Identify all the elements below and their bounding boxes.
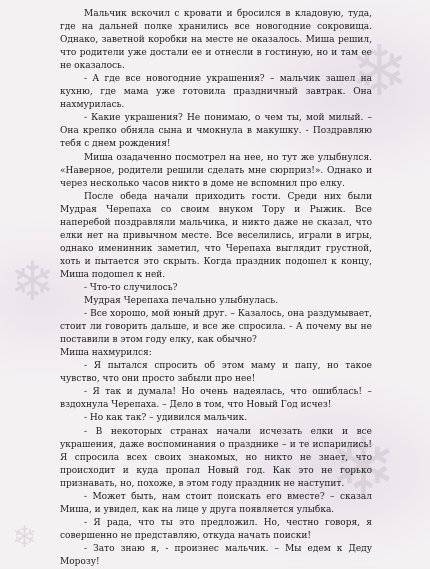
paragraph: - Что-то случилось? [84, 282, 178, 293]
snowflake-decoration-icon: ❄ [12, 520, 38, 555]
paragraph: - Я так и думала! Но очень надеялась, что ошиблась! – вздохнула Черепаха. – Дело в том, что Новый Год исчез! [60, 387, 372, 411]
snowflake-decoration-icon: ❄ [10, 250, 56, 313]
paragraph: - Я рада, что ты это предложил. Но, честно говоря, я совершенно не представляю, откуда начать поиски! [60, 517, 372, 541]
snowflake-decoration-icon: ❄ [330, 420, 398, 513]
paragraph: После обеда начали приходить гости. Среди них были Мудрая Черепаха со своим внуком Тору и Рыжик. Все наперебой поздравляли мальчика, и никто даже не сказал, что елки нет на привычном месте. Все веселились, играли в игры, однако именинник заметил, что Черепаха выглядит грустной, хоть и пытается это скрыть. Когда праздник подошел к концу, Миша подошел к ней. [60, 191, 372, 280]
snowflake-decoration-icon: ❄ [350, 30, 409, 112]
paragraph: - Какие украшения? Не понимаю, о чем ты, мой милый. – Она крепко обняла сына и чмокнула в макушку. - Поздравляю тебя с днем рождения! [60, 113, 372, 150]
paragraph: Мальчик вскочил с кровати и бросился в кладовую, туда, где на дальней полке хранились все новогодние сокровища. Однако, заветной коробки на месте не оказалось. Миша решил, что родители уже достали ее и отнесли в гостиную, но и там ее не оказалось. [60, 9, 372, 72]
paragraph: - Но как так? – удивился мальчик. [84, 413, 248, 424]
paragraph: - Я пытался спросить об этом маму и папу, но такое чувство, что они просто забыли про нее! [60, 361, 372, 385]
paragraph: - Все хорошо, мой юный друг. – Казалось, она раздумывает, стоит ли говорить дальше, и все же спросила. - А почему вы не поставили в этом году елку, как обычно? [60, 309, 372, 346]
paragraph: Миша озадаченно посмотрел на нее, но тут же улыбнулся. «Наверное, родители решили сделать мне сюрприз!». Однако и через несколько часов никто в доме не вспомнил про елку. [60, 152, 372, 189]
paragraph: - А где все новогодние украшения? – мальчик зашел на кухню, где мама уже готовила праздничный завтрак. Она нахмурилась. [60, 74, 372, 111]
paragraph: - Может быть, нам стоит поискать его вместе? – сказал Миша, и увидел, как на лице у друга появляется улыбка. [60, 491, 372, 515]
paragraph: - Зато знаю я, - произнес мальчик. – Мы едем к Деду Морозу! [60, 543, 372, 567]
paragraph: Мудрая Черепаха печально улыбнулась. [84, 296, 279, 307]
story-text [60, 8, 372, 569]
paragraph: - В некоторых странах начали исчезать елки и все украшения, даже воспоминания о празднике – и те испарились! Я спросила всех своих знакомых, но никто не знает, что происходит и куда пропал Новый год. Как это не горько признавать, но, похоже, в этом году праздник не наступит. [60, 426, 372, 489]
paragraph: Миша нахмурился: [60, 348, 152, 359]
